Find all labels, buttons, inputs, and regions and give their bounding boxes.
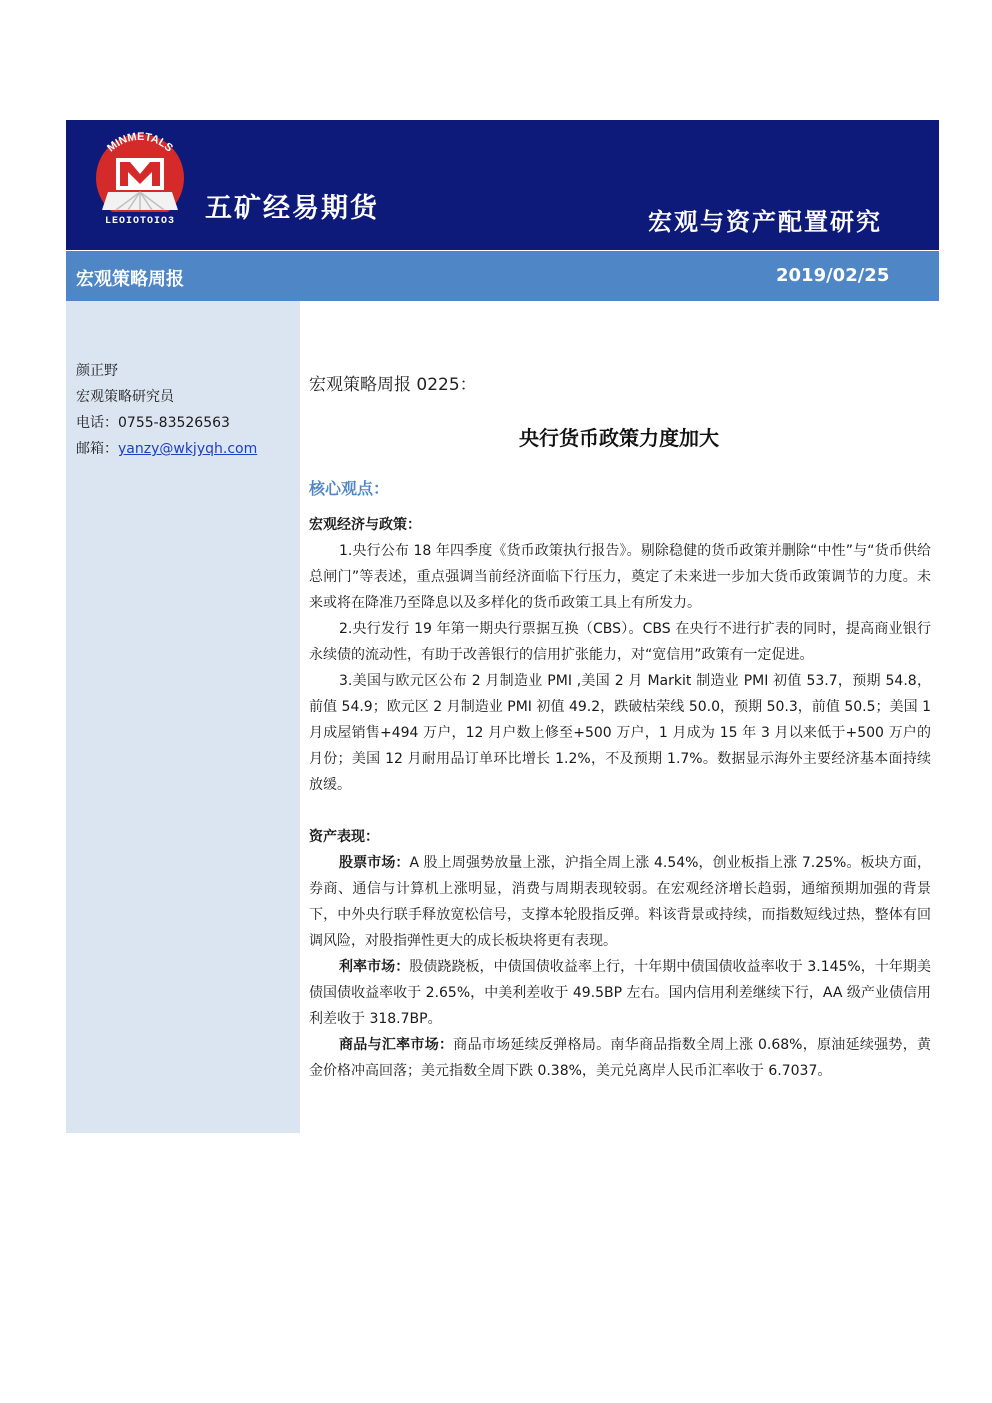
author-info [76,358,257,462]
asset-paragraph-rates [309,954,931,1032]
asset-paragraph-commodities [309,1032,931,1084]
report-body [309,512,931,1084]
logo-base-text: LEOIOTOIO3 [104,216,176,227]
report-date: 2019/02/25 [776,265,890,286]
asset-text: 股债跷跷板，中债国债收益率上行，十年期中债国债收益率收于 3.145%，十年期美债国债收益率收于 2.65%，中美利差收于 49.5BP 左右。国内信用利差继续下行，AA 级产业债信用利差收于 318.7BP。 [309,959,931,1027]
asset-text: 商品市场延续反弹格局。南华商品指数全周上涨 0.68%，原油延续强势，黄金价格冲高回落；美元指数全周下跌 0.38%，美元兑离岸人民币汇率收于 6.7037。 [309,1037,931,1079]
report-headline: 央行货币政策力度加大 [519,426,719,450]
asset-label: 利率市场： [339,959,410,975]
assets-heading: 资产表现： [309,829,379,845]
asset-label: 商品与汇率市场： [339,1037,454,1053]
author-phone: 电话：0755-83526563 [76,415,230,431]
minmetals-logo-icon [86,128,194,228]
section-gap [309,798,931,824]
core-views-label: 核心观点： [309,479,390,498]
author-title: 宏观策略研究员 [76,389,174,405]
asset-label: 股票市场： [339,855,410,871]
macro-paragraph: 2.央行发行 19 年第一期央行票据互换（CBS）。CBS 在央行不进行扩表的同时，提高商业银行永续债的流动性，有助于改善银行的信用扩张能力，对“宽信用”政策有一定促进。 [309,621,931,663]
macro-paragraph: 3.美国与欧元区公布 2 月制造业 PMI ,美国 2 月 Markit 制造业 PMI 初值 53.7，预期 54.8，前值 54.9；欧元区 2 月制造业 PMI 初值 49.2，跌破枯荣线 50.0，预期 50.3，前值 50.5；美国 1 月成屋销售+494 万户，12 月户数上修至+500 万户，1 月成为 15 年 3 月以来低于+500 万户的月份；美国 12 月耐用品订单环比增长 1.2%，不及预期 1.7%。数据显示海外主要经济基本面持续放缓。 [309,673,931,793]
author-email-link[interactable]: yanzy@wkjyqh.com [118,441,258,457]
author-email-label: 邮箱： [76,441,118,457]
author-name: 颜正野 [76,363,118,379]
macro-heading: 宏观经济与政策： [309,517,421,533]
logo-arc-text: MINMETALS [105,130,175,155]
report-title: 宏观策略周报 0225： [309,375,477,395]
department-name: 宏观与资产配置研究 [648,208,882,236]
company-name: 五矿经易期货 [205,193,379,224]
author-email-row [76,436,257,462]
asset-paragraph-stocks [309,850,931,954]
asset-text: A 股上周强势放量上涨，沪指全周上涨 4.54%，创业板指上涨 7.25%。板块方面，券商、通信与计算机上涨明显，消费与周期表现较弱。在宏观经济增长趋弱，通缩预期加强的背景下，中外央行联手释放宽松信号，支撑本轮股指反弹。料该背景或持续，而指数短线过热，整体有回调风险，对股指弹性更大的成长板块将更有表现。 [309,855,931,949]
macro-paragraph: 1.央行公布 18 年四季度《货币政策执行报告》。剔除稳健的货币政策并删除“中性”与“货币供给总闸门”等表述，重点强调当前经济面临下行压力，奠定了未来进一步加大货币政策调节的力度。未来或将在降准乃至降息以及多样化的货币政策工具上有所发力。 [309,543,931,611]
report-type: 宏观策略周报 [76,269,184,290]
